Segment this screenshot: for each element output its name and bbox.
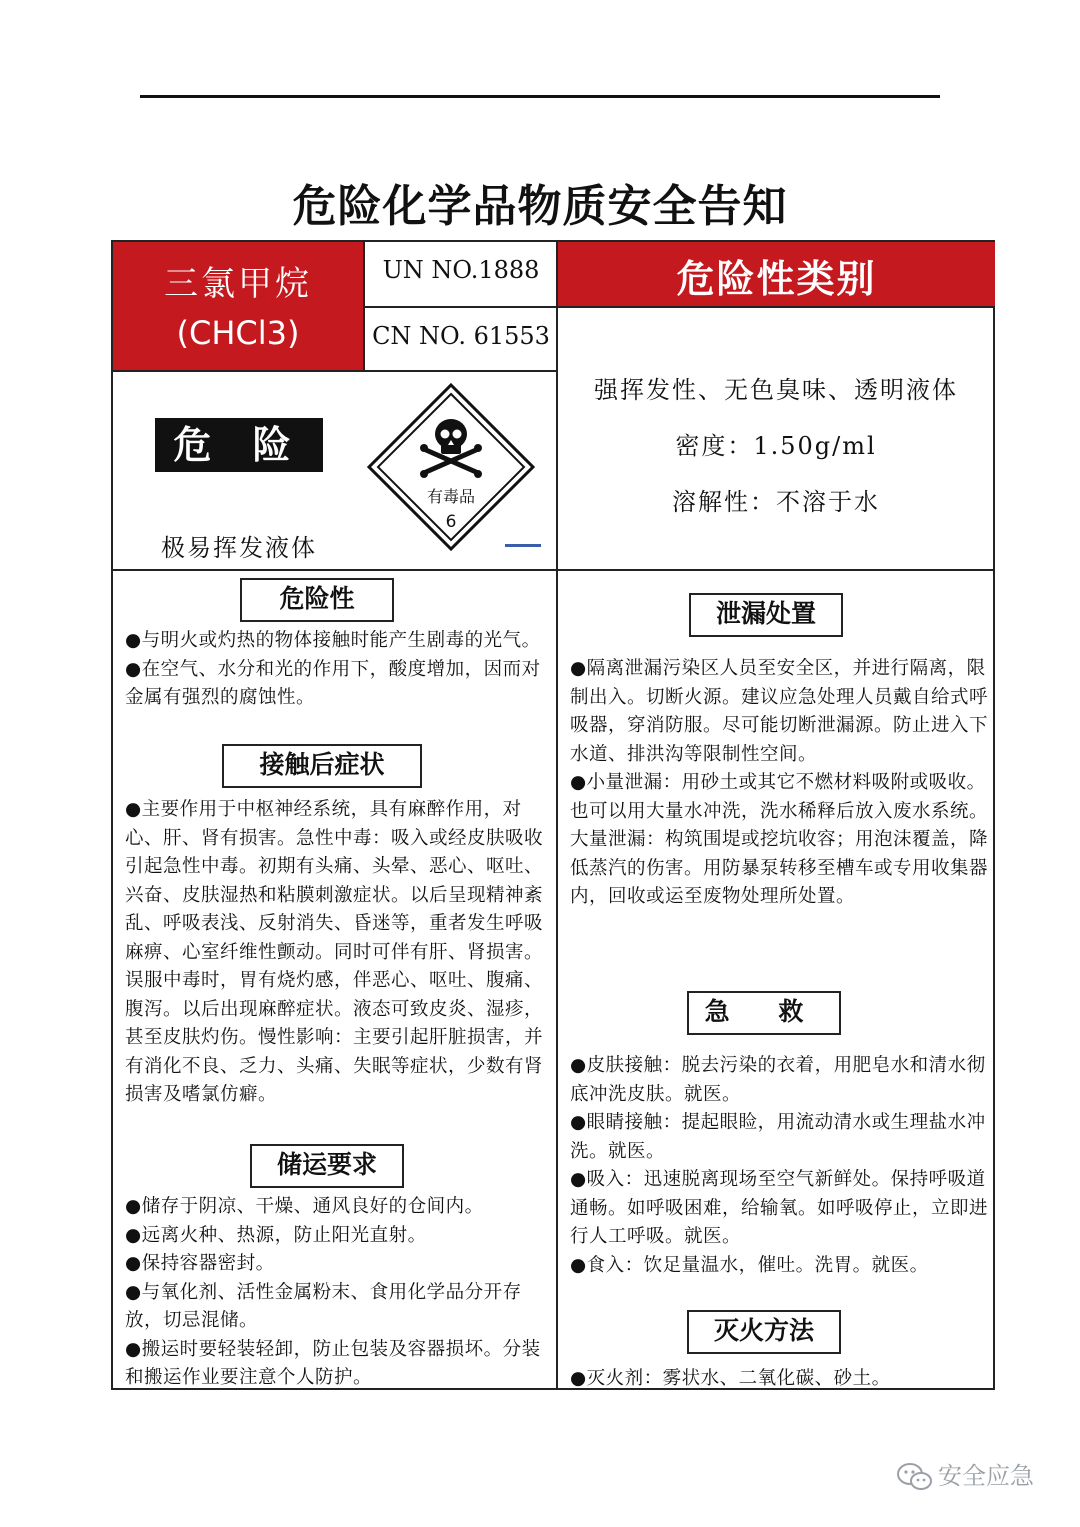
symptoms-heading: 接触后症状 (222, 744, 422, 788)
top-rule (140, 95, 940, 98)
divider (363, 306, 556, 308)
page-title: 危险化学品物质安全告知 (292, 181, 788, 232)
property-line: 溶解性：不溶于水 (672, 488, 880, 516)
storage-item: ●储存于阴凉、干燥、通风良好的仓间内。 (125, 1196, 484, 1217)
symptoms-text (125, 796, 553, 1110)
hazard-item: ●在空气、水分和光的作用下，酸度增加，因而对金属有强烈的腐蚀性。 (125, 658, 541, 708)
hazard-category-header (558, 242, 995, 306)
safety-sheet (111, 240, 995, 1390)
storage-item: ●远离火种、热源，防止阳光直射。 (125, 1224, 427, 1246)
volatility-note: 极易挥发液体 (161, 534, 317, 562)
leak-heading: 泄漏处置 (689, 593, 843, 637)
fire-item: ●灭火剂：雾状水、二氧化碳、砂土。 (570, 1368, 891, 1389)
chemical-name: 三氯甲烷 (164, 264, 312, 304)
first-aid-item: ●食入：饮足量温水，催吐。洗胃。就医。 (570, 1254, 929, 1276)
property-line: 强挥发性、无色臭味、透明液体 (594, 376, 958, 404)
storage-text (125, 1193, 553, 1393)
cn-number: CN NO. 61553 (372, 322, 550, 350)
chemical-formula: (CHCl3) (176, 314, 300, 352)
hazard-item: ●与明火或灼热的物体接触时能产生剧毒的光气。 (125, 630, 541, 651)
wechat-icon (896, 1462, 934, 1492)
chemical-name-block (113, 242, 363, 370)
fire-heading: 灭火方法 (687, 1310, 841, 1354)
divider (556, 306, 995, 308)
un-number: UN NO.1888 (382, 256, 540, 284)
fire-text (570, 1365, 994, 1394)
first-aid-item: ●吸入：迅速脱离现场至空气新鲜处。保持呼吸道通畅。如呼吸困难，给输氧。如呼吸停止，立即进行人工呼吸。就医。 (570, 1169, 989, 1247)
hazard-category-heading: 危险性类别 (676, 257, 877, 301)
storage-item: ●搬运时要轻装轻卸，防止包装及容器损坏。分装和搬运作业要注意个人防护。 (125, 1338, 541, 1388)
first-aid-item: ●眼睛接触：提起眼睑，用流动清水或生理盐水冲洗。就医。 (570, 1112, 986, 1162)
storage-heading: 储运要求 (250, 1144, 404, 1188)
small-logo (505, 544, 541, 547)
leak-item: ●小量泄漏：用砂土或其它不燃材料吸附或吸收。也可以用大量水冲洗，洗水稀释后放入废水系统。大量泄漏：构筑围堤或挖坑收容；用泡沫覆盖，降低蒸汽的伤害。用防暴泵转移至槽车或专用收集器内，回收或运至废物处理所处置。 (570, 772, 989, 907)
hazards-text (125, 627, 553, 713)
divider (113, 370, 556, 372)
toxic-pictogram-icon (366, 382, 536, 552)
first-aid-text (570, 1052, 994, 1280)
leak-text (570, 655, 994, 912)
leak-item: ●隔离泄漏污染区人员至安全区，并进行隔离，限制出入。切断火源。建议应急处理人员戴自给式呼吸器，穿消防服。尽可能切断泄漏源。防止进入下水道、排洪沟等限制性空间。 (570, 658, 989, 765)
hazards-heading: 危险性 (240, 578, 394, 622)
symptoms-item: ●主要作用于中枢神经系统，具有麻醉作用，对心、肝、肾有损害。急性中毒：吸入或经皮肤吸收引起急性中毒。初期有头痛、头晕、恶心、呕吐、兴奋、皮肤湿热和粘膜刺激症状。以后呈现精神紊乱、呼吸表浅、反射消失、昏迷等，重者发生呼吸麻痹、心室纤维性颤动。同时可伴有肝、肾损害。误服中毒时，胃有烧灼感，伴恶心、呕吐、腹痛、腹泻。以后出现麻醉症状。液态可致皮炎、湿疹，甚至皮肤灼伤。慢性影响：主要引起肝脏损害，并有消化不良、乏力、头痛、失眠等症状，少数有肾损害及嗜氯仿癖。 (125, 799, 544, 1105)
pictogram-class: 6 (445, 512, 457, 532)
pictogram-label: 有毒品 (426, 487, 476, 506)
footer-brand: 安全应急 (938, 1462, 1034, 1490)
first-aid-heading: 急 救 (687, 991, 841, 1035)
divider (113, 569, 993, 571)
storage-item: ●与氧化剂、活性金属粉末、食用化学品分开存放，切忌混储。 (125, 1281, 522, 1331)
property-line: 密度：1.50g/ml (675, 432, 877, 460)
storage-item: ●保持容器密封。 (125, 1253, 275, 1274)
danger-label: 危 险 (155, 418, 323, 472)
first-aid-item: ●皮肤接触：脱去污染的衣着，用肥皂水和清水彻底冲洗皮肤。就医。 (570, 1055, 986, 1105)
physical-properties (556, 362, 996, 530)
